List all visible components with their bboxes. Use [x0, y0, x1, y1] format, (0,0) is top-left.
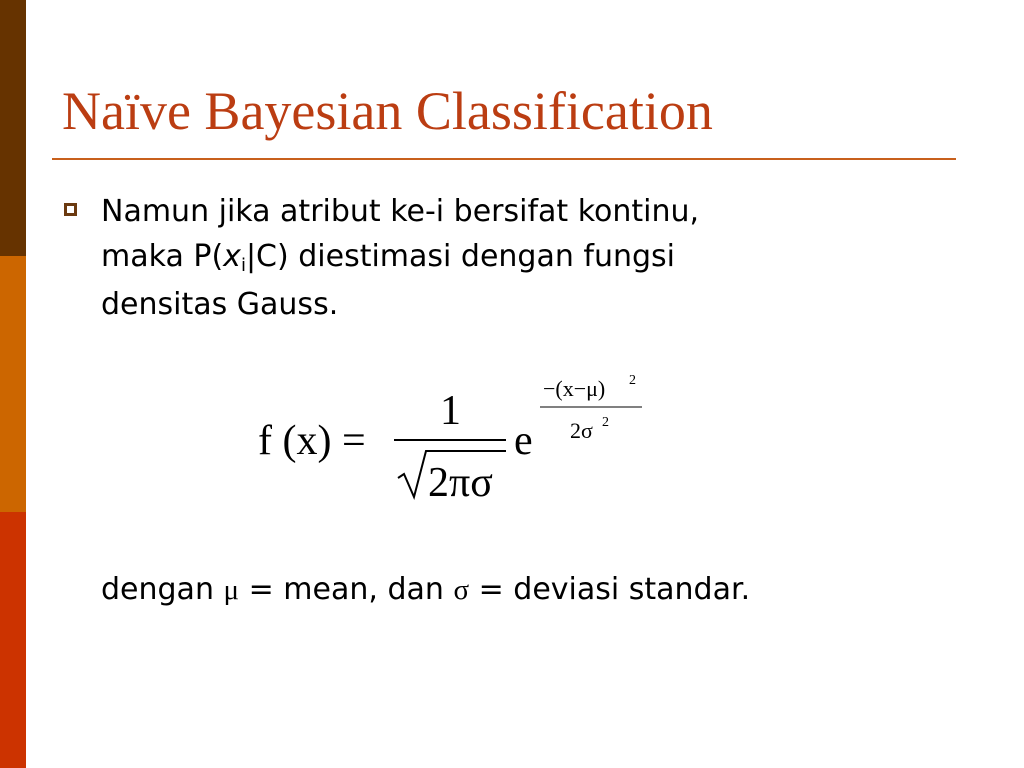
formula-numerator: 1	[440, 388, 461, 434]
square-bullet-icon	[64, 203, 77, 216]
legend-text	[101, 572, 751, 607]
exponent-denominator-power: 2	[602, 415, 609, 430]
title-divider	[52, 158, 956, 160]
line2-prefix: maka P(	[101, 239, 224, 274]
bullet-text-line-2	[101, 239, 676, 276]
sigma-definition: = deviasi standar.	[478, 572, 751, 607]
gaussian-density-formula	[240, 360, 660, 510]
sidebar-band-middle	[0, 256, 26, 512]
formula-lhs: f (x) =	[258, 418, 366, 464]
formula-base-e: e	[514, 418, 533, 464]
formula-denominator: 2πσ	[428, 460, 493, 506]
bullet-text-line-1: Namun jika atribut ke-i bersifat kontinu,	[101, 194, 700, 229]
sidebar-band-bottom	[0, 512, 26, 768]
mu-definition: = mean, dan	[248, 572, 444, 607]
bullet-text-line-3: densitas Gauss.	[101, 287, 339, 322]
mu-symbol: μ	[223, 574, 240, 606]
exponent-denominator: 2σ	[570, 418, 593, 443]
legend-prefix: dengan	[101, 572, 214, 607]
sidebar-band-top	[0, 0, 26, 256]
exponent-numerator: −(x−μ)	[543, 376, 606, 401]
slide-title: Naïve Bayesian Classification	[62, 81, 713, 141]
subscript-i: i	[240, 255, 246, 276]
line2-suffix: |C) diestimasi dengan fungsi	[245, 239, 676, 274]
variable-x: x	[223, 239, 241, 274]
exponent-numerator-power: 2	[629, 373, 636, 388]
sigma-symbol: σ	[453, 574, 470, 606]
